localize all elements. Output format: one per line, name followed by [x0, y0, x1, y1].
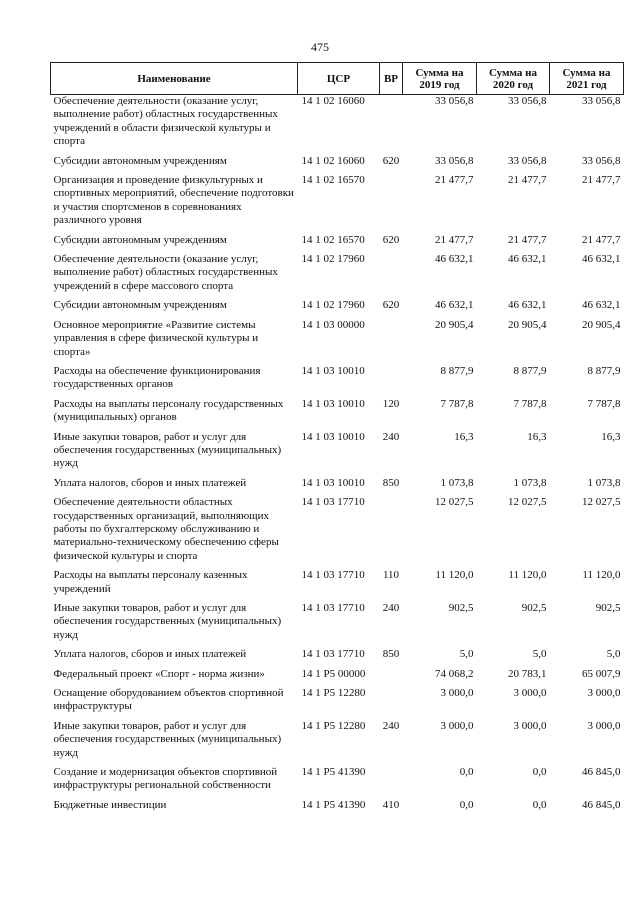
cell-sum-2021: 3 000,0 — [587, 719, 621, 732]
cell-sum-2020: 0,0 — [532, 798, 547, 811]
cell-sum-2021: 33 056,8 — [582, 154, 621, 167]
cell-sum-2020: 20 783,1 — [508, 667, 547, 680]
cell-sum-2019: 16,3 — [454, 430, 474, 443]
cell-sum-2019: 46 632,1 — [435, 299, 474, 312]
table-row — [51, 95, 624, 155]
table-body — [51, 95, 624, 819]
cell-csr: 14 1 03 10010 — [301, 364, 365, 377]
cell-csr: 14 1 02 17960 — [301, 253, 365, 266]
cell-sum-2021: 46 845,0 — [582, 766, 621, 779]
cell-sum-2021: 20 905,4 — [582, 318, 621, 331]
cell-vr: 850 — [382, 476, 400, 489]
column-header-2019: Сумма на 2019 год — [403, 63, 477, 95]
column-header-2021: Сумма на 2021 год — [550, 63, 624, 95]
cell-sum-2021: 8 877,9 — [587, 364, 621, 377]
table-row — [51, 799, 624, 818]
cell-vr: 110 — [382, 569, 400, 582]
cell-name: Иные закупки товаров, работ и услуг для обеспечения государственных (муниципальных) нужд — [53, 719, 282, 759]
cell-name: Обеспечение деятельности областных государственных организаций, выполняющих работы по бухгалтерскому обслуживанию и материально-техническому обеспечению сферы физической культуры и спорта — [53, 496, 279, 562]
cell-csr: 14 1 03 10010 — [301, 430, 365, 443]
cell-sum-2021: 7 787,8 — [587, 397, 621, 410]
cell-sum-2020: 7 787,8 — [513, 397, 547, 410]
cell-sum-2021: 12 027,5 — [582, 496, 621, 509]
cell-name: Обеспечение деятельности (оказание услуг, выполнение работ) областных государственных учреждений в сфере массового спорта — [53, 253, 278, 292]
cell-sum-2019: 902,5 — [448, 602, 474, 614]
table-row — [51, 668, 624, 687]
cell-sum-2020: 3 000,0 — [513, 719, 547, 732]
cell-vr — [380, 365, 403, 398]
table-row — [51, 496, 624, 569]
table-row — [51, 720, 624, 766]
cell-sum-2021: 65 007,9 — [582, 667, 621, 680]
cell-sum-2019: 12 027,5 — [435, 496, 474, 509]
table-row — [51, 687, 624, 720]
table-row — [51, 174, 624, 234]
cell-sum-2019: 8 877,9 — [440, 364, 474, 377]
cell-csr: 14 1 02 16570 — [301, 233, 365, 246]
cell-vr: 240 — [382, 430, 400, 443]
cell-sum-2019: 0,0 — [459, 766, 474, 779]
table-row — [51, 234, 624, 253]
cell-name: Субсидии автономным учреждениям — [53, 299, 227, 312]
cell-sum-2021: 46 845,0 — [582, 798, 621, 811]
cell-name: Уплата налогов, сборов и иных платежей — [53, 648, 247, 661]
cell-sum-2019: 20 905,4 — [435, 318, 474, 331]
cell-csr: 14 1 03 17710 — [301, 602, 365, 614]
table-row — [51, 155, 624, 174]
cell-vr: 850 — [382, 648, 400, 661]
cell-name: Бюджетные инвестиции — [53, 798, 167, 811]
cell-sum-2020: 33 056,8 — [508, 95, 547, 107]
cell-vr: 410 — [382, 798, 400, 811]
cell-csr: 14 1 02 16060 — [301, 95, 365, 107]
cell-sum-2019: 7 787,8 — [440, 397, 474, 410]
cell-sum-2020: 20 905,4 — [508, 318, 547, 331]
cell-vr — [380, 319, 403, 365]
cell-sum-2019: 33 056,8 — [435, 95, 474, 107]
cell-name: Расходы на выплаты персоналу казенных учреждений — [53, 569, 248, 595]
cell-name: Организация и проведение физкультурных и спортивных мероприятий, обеспечение подготовки и участия спортсменов в соревнованиях различного уровня — [53, 174, 294, 227]
cell-name: Создание и модернизация объектов спортивной инфраструктуры региональной собственности — [53, 766, 278, 792]
cell-vr — [380, 687, 403, 720]
cell-sum-2020: 0,0 — [532, 766, 547, 779]
cell-sum-2021: 1 073,8 — [587, 476, 621, 489]
table-row — [51, 648, 624, 667]
cell-csr: 14 1 03 00000 — [301, 318, 365, 331]
cell-vr — [380, 668, 403, 687]
cell-vr — [380, 496, 403, 569]
cell-vr: 620 — [382, 233, 400, 246]
cell-csr: 14 1 P5 12280 — [301, 687, 366, 700]
cell-sum-2020: 1 073,8 — [513, 476, 547, 489]
cell-sum-2021: 11 120,0 — [582, 569, 621, 582]
budget-table — [50, 62, 624, 818]
cell-sum-2021: 21 477,7 — [582, 233, 621, 246]
cell-csr: 14 1 P5 41390 — [301, 766, 366, 779]
table-row — [51, 431, 624, 477]
page-number: 475 — [311, 40, 329, 54]
cell-vr: 240 — [382, 602, 400, 614]
column-header-csr: ЦСР — [298, 63, 380, 95]
cell-csr: 14 1 02 17960 — [301, 299, 365, 312]
cell-csr: 14 1 03 10010 — [301, 476, 365, 489]
cell-name: Федеральный проект «Спорт - норма жизни» — [53, 667, 265, 680]
cell-sum-2020: 21 477,7 — [508, 233, 547, 246]
cell-sum-2019: 3 000,0 — [440, 719, 474, 732]
cell-name: Основное мероприятие «Развитие системы управления в сфере физической культуры и спорта» — [53, 318, 259, 358]
table-row — [51, 398, 624, 431]
cell-csr: 14 1 P5 00000 — [301, 667, 366, 680]
cell-name: Расходы на выплаты персоналу государственных (муниципальных) органов — [53, 397, 284, 424]
cell-name: Субсидии автономным учреждениям — [53, 154, 227, 167]
cell-sum-2021: 33 056,8 — [582, 95, 621, 107]
cell-sum-2020: 8 877,9 — [513, 364, 547, 377]
cell-csr: 14 1 03 17710 — [301, 496, 365, 509]
table-row — [51, 477, 624, 496]
table-row — [51, 299, 624, 318]
cell-name: Иные закупки товаров, работ и услуг для обеспечения государственных (муниципальных) нужд — [53, 602, 282, 641]
cell-sum-2020: 46 632,1 — [508, 299, 547, 312]
column-header-name: Наименование — [51, 63, 298, 95]
cell-csr: 14 1 03 10010 — [301, 397, 365, 410]
cell-sum-2021: 16,3 — [601, 430, 621, 443]
table-row — [51, 365, 624, 398]
cell-sum-2019: 46 632,1 — [435, 253, 474, 266]
cell-sum-2019: 11 120,0 — [435, 569, 474, 582]
cell-vr: 620 — [382, 299, 400, 312]
cell-sum-2020: 902,5 — [521, 602, 547, 614]
cell-sum-2019: 33 056,8 — [435, 154, 474, 167]
cell-name: Иные закупки товаров, работ и услуг для обеспечения государственных (муниципальных) нужд — [53, 430, 282, 470]
cell-sum-2020: 3 000,0 — [513, 687, 547, 700]
cell-sum-2019: 1 073,8 — [440, 476, 474, 489]
cell-name: Обеспечение деятельности (оказание услуг, выполнение работ) областных государственных учреждений в области физической культуры и спорта — [53, 95, 278, 148]
cell-name: Субсидии автономным учреждениям — [53, 233, 227, 246]
cell-sum-2019: 74 068,2 — [435, 667, 474, 680]
cell-sum-2021: 46 632,1 — [582, 299, 621, 312]
cell-sum-2019: 0,0 — [459, 798, 474, 811]
table-row — [51, 766, 624, 799]
cell-sum-2019: 3 000,0 — [440, 687, 474, 700]
cell-sum-2020: 46 632,1 — [508, 253, 547, 266]
cell-csr: 14 1 03 17710 — [301, 569, 365, 582]
cell-sum-2020: 12 027,5 — [508, 496, 547, 509]
cell-sum-2020: 11 120,0 — [508, 569, 547, 582]
table-row — [51, 253, 624, 299]
cell-vr: 120 — [382, 397, 400, 410]
cell-sum-2020: 16,3 — [527, 430, 547, 443]
cell-csr: 14 1 02 16060 — [301, 154, 365, 167]
cell-sum-2019: 21 477,7 — [435, 233, 474, 246]
table-row — [51, 602, 624, 648]
cell-sum-2021: 5,0 — [606, 648, 621, 661]
cell-csr: 14 1 02 16570 — [301, 174, 365, 187]
cell-vr — [380, 766, 403, 799]
cell-sum-2020: 5,0 — [532, 648, 547, 661]
cell-sum-2021: 46 632,1 — [582, 253, 621, 266]
cell-sum-2020: 21 477,7 — [508, 174, 547, 187]
cell-sum-2019: 5,0 — [459, 648, 474, 661]
table-row — [51, 319, 624, 365]
cell-sum-2019: 21 477,7 — [435, 174, 474, 187]
column-header-vr: ВР — [380, 63, 403, 95]
cell-sum-2020: 33 056,8 — [508, 154, 547, 167]
column-header-2020: Сумма на 2020 год — [477, 63, 550, 95]
cell-vr: 620 — [382, 154, 400, 167]
cell-name: Уплата налогов, сборов и иных платежей — [53, 476, 247, 489]
cell-vr: 240 — [382, 719, 400, 732]
cell-vr — [380, 95, 403, 155]
cell-vr — [380, 253, 403, 299]
cell-sum-2021: 902,5 — [595, 602, 621, 614]
table-row — [51, 569, 624, 602]
table-header-row — [51, 63, 624, 95]
cell-name: Расходы на обеспечение функционирования государственных органов — [53, 364, 261, 391]
cell-csr: 14 1 P5 12280 — [301, 719, 366, 732]
cell-csr: 14 1 P5 41390 — [301, 798, 366, 811]
cell-sum-2021: 3 000,0 — [587, 687, 621, 700]
cell-sum-2021: 21 477,7 — [582, 174, 621, 187]
cell-csr: 14 1 03 17710 — [301, 648, 365, 661]
cell-name: Оснащение оборудованием объектов спортивной инфраструктуры — [53, 687, 284, 713]
cell-vr — [380, 174, 403, 234]
